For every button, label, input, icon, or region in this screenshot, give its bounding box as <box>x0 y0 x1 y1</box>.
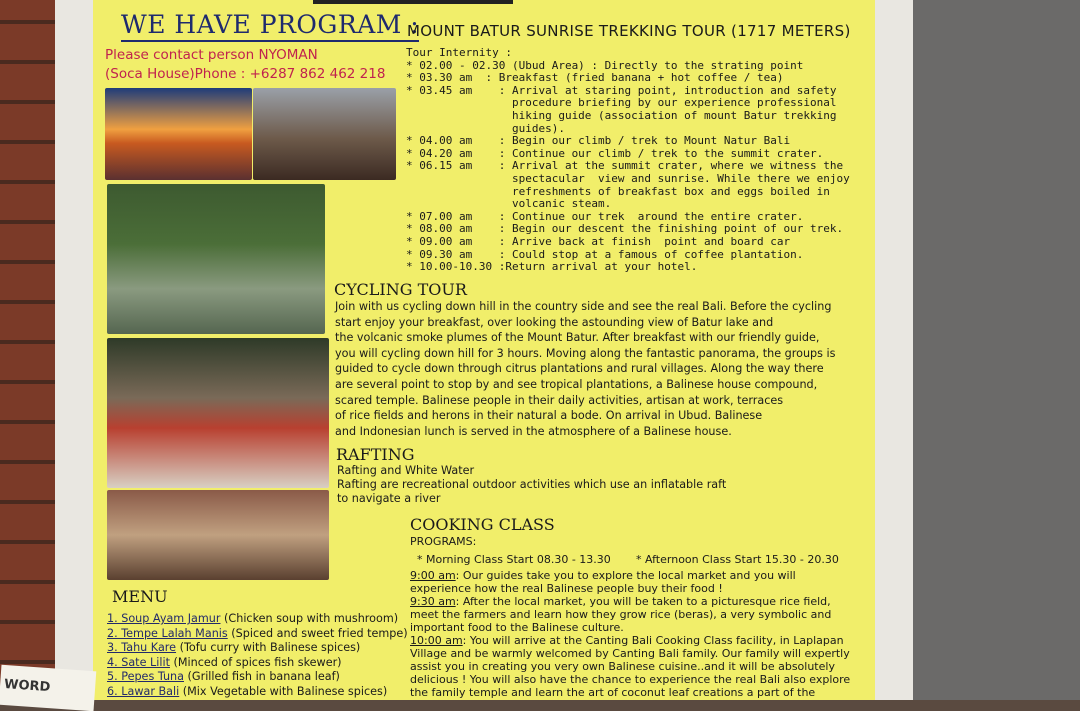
contact-line: Please contact person NYOMAN <box>105 47 318 63</box>
menu-item <box>107 612 408 627</box>
entry-time: 9:30 am <box>410 595 456 608</box>
itinerary-item: * 03.30 am : Breakfast (fried banana + hot coffee / tea) <box>406 71 784 85</box>
itinerary-item: procedure briefing by our experience professional <box>406 96 837 110</box>
itinerary-item: volcanic steam. <box>406 197 612 211</box>
rafting-description <box>337 464 726 506</box>
contact-phone: (Soca House)Phone : +6287 862 462 218 <box>105 66 386 82</box>
rafting-title: RAFTING <box>336 445 415 464</box>
afternoon-class: * Afternoon Class Start 15.30 - 20.30 <box>636 553 839 566</box>
itinerary-item: spectacular view and sunrise. While there we enjoy <box>406 171 850 185</box>
entry-text: experience how the real Balinese people buy their food ! <box>410 582 723 595</box>
cooking-entry <box>410 621 850 634</box>
itinerary-item: * 09.30 am : Could stop at a famous of coffee plantation. <box>406 247 804 261</box>
cooking-entry <box>410 686 850 699</box>
cooking-entry <box>410 673 850 686</box>
programs-label: PROGRAMS: <box>410 535 477 548</box>
cooking-schedule <box>410 569 850 699</box>
entry-text: Village and be warmly welcomed by Canting Bali family. Our family will expertly <box>410 647 850 660</box>
entry-text: important food to the Balinese culture. <box>410 621 624 634</box>
menu-item-name: 5. Pepes Tuna <box>107 670 184 684</box>
menu-item <box>107 627 408 642</box>
cycling-line: guided to cycle down through citrus plantations and rural villages. Along the way there <box>335 362 824 376</box>
cycling-line: you will cycling down hill for 3 hours. Moving along the fantastic panorama, the groups is <box>335 346 836 360</box>
entry-time: 9:00 am <box>410 569 456 582</box>
cycling-line: Join with us cycling down hill in the country side and see the real Bali. Before the cycling <box>335 300 832 313</box>
itinerary-item: * 06.15 am : Arrival at the summit crater, where we witness the <box>406 159 844 173</box>
rafting-line: to navigate a river <box>337 492 441 505</box>
entry-text: meet the farmers and learn how they grow rice (beras), a very symbolic and <box>410 608 832 621</box>
menu-item-name: 2. Tempe Lalah Manis <box>107 626 228 640</box>
brick-wall <box>0 0 60 700</box>
cooking-entry <box>410 569 850 582</box>
menu-item-name: 3. Tahu Kare <box>107 641 177 655</box>
entry-text: : Our guides take you to explore the local market and you will <box>455 569 796 582</box>
cooking-entry <box>410 634 850 647</box>
menu-item <box>107 641 408 656</box>
entry-time: 10:00 am <box>410 634 463 647</box>
menu-item-name: 6. Lawar Bali <box>107 684 180 698</box>
itinerary-item: * 07.00 am : Continue our trek around the entire crater. <box>406 209 804 223</box>
cycling-description <box>335 299 835 439</box>
hikers-photo <box>253 88 396 180</box>
menu-item-desc: (Chicken soup with mushroom) <box>220 612 399 625</box>
itinerary-item: * 09.00 am : Arrive back at finish point and board car <box>406 234 791 248</box>
itinerary-item: * 10.00-10.30 :Return arrival at your hotel. <box>406 260 698 274</box>
cycling-line: scared temple. Balinese people in their daily activities, artisan at work, terraces <box>335 393 784 407</box>
itinerary-item: * 04.00 am : Begin our climb / trek to Mount Natur Bali <box>406 134 791 148</box>
itinerary-item: hiking guide (association of mount Batur trekking <box>406 108 837 122</box>
trekking-itinerary <box>406 47 850 274</box>
menu-item <box>107 685 408 700</box>
itinerary-item: guides). <box>406 121 565 135</box>
cycling-line: start enjoy your breakfast, over looking the astounding view of Batur lake and <box>335 315 774 329</box>
menu-list <box>107 612 408 700</box>
menu-item-name: 4. Sate Lilit <box>107 655 170 669</box>
menu-item-name: 1. Soup Ayam Jamur <box>107 612 221 625</box>
cycling-line: of rice fields and herons in their natural a bode. On arrival in Ubud. Balinese <box>335 409 763 423</box>
cooking-entry <box>410 660 850 673</box>
menu-title: MENU <box>112 587 168 606</box>
cycling-line: are several point to stop by and see tropical plantations, a Balinese house compound, <box>335 377 818 391</box>
cycling-title: CYCLING TOUR <box>334 280 467 299</box>
cooking-photo <box>107 490 329 580</box>
entry-text: assist you in creating you very own Balinese cuisine..and it will be absolutely <box>410 660 835 673</box>
cooking-title: COOKING CLASS <box>410 515 555 534</box>
sunrise-photo <box>105 88 252 180</box>
itinerary-item: * 04.20 am : Continue our climb / trek to the summit crater. <box>406 146 824 160</box>
menu-item-desc: (Minced of spices fish skewer) <box>169 655 342 669</box>
menu-item-desc: (Grilled fish in banana leaf) <box>184 670 340 684</box>
poster-top-bar <box>313 0 513 4</box>
entry-text: : After the local market, you will be taken to a picturesque rice field, <box>455 595 831 608</box>
program-poster <box>93 0 875 700</box>
itinerary-heading: Tour Internity : <box>406 46 512 59</box>
cooking-entry <box>410 608 850 621</box>
itinerary-item: refreshments of breakfast box and eggs boiled in <box>406 184 830 198</box>
corner-sign: WORD <box>0 665 96 711</box>
entry-text: delicious ! You will also have the chance to experience the real Bali also explore <box>410 673 851 686</box>
rafting-line: Rafting are recreational outdoor activities which use an inflatable raft <box>337 478 727 491</box>
itinerary-item: * 08.00 am : Begin our descent the finishing point of our trek. <box>406 222 844 236</box>
entry-text: : You will arrive at the Canting Bali Cooking Class facility, in Laplapan <box>462 634 844 647</box>
cooking-entry <box>410 582 850 595</box>
morning-class: * Morning Class Start 08.30 - 13.30 <box>417 553 611 566</box>
trekking-title: MOUNT BATUR SUNRISE TREKKING TOUR (1717 METERS) <box>407 22 851 40</box>
menu-item-desc: (Mix Vegetable with Balinese spices) <box>179 684 388 698</box>
rafting-photo <box>107 338 329 488</box>
stone-wall <box>912 0 1080 700</box>
cycling-line: and Indonesian lunch is served in the atmosphere of a Balinese house. <box>335 424 732 438</box>
poster-title: WE HAVE PROGRAM : <box>121 10 419 42</box>
menu-item-desc: (Tofu curry with Balinese spices) <box>176 641 361 655</box>
rafting-line: Rafting and White Water <box>337 464 475 477</box>
itinerary-item: * 02.00 - 02.30 (Ubud Area) : Directly to the strating point <box>406 58 804 72</box>
cooking-entry <box>410 647 850 660</box>
cooking-entry <box>410 595 850 608</box>
menu-item <box>107 656 408 671</box>
itinerary-item: * 03.45 am : Arrival at staring point, introduction and safety <box>406 83 837 97</box>
menu-item <box>107 670 408 685</box>
cycling-photo <box>107 184 325 334</box>
menu-item-desc: (Spiced and sweet fried tempe) <box>227 626 408 640</box>
entry-text: the family temple and learn the art of coconut leaf creations a part of the <box>410 686 816 699</box>
cycling-line: the volcanic smoke plumes of the Mount Batur. After breakfast with our friendly guide, <box>335 331 820 345</box>
